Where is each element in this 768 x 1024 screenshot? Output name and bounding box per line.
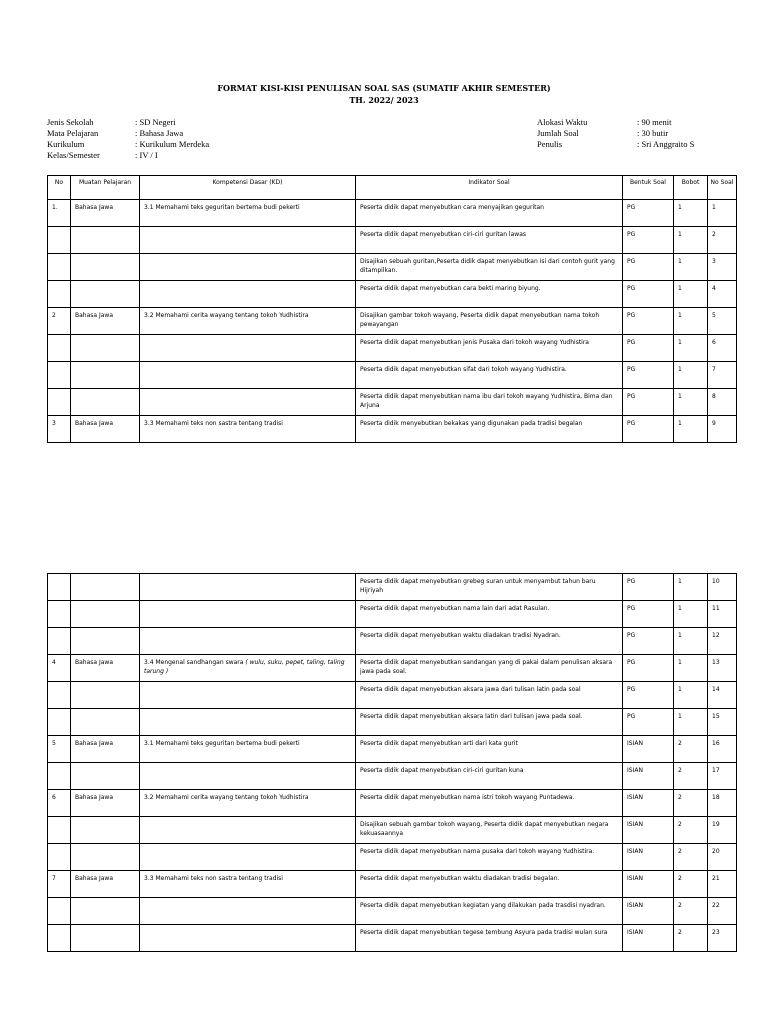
cell-muatan: Bahasa Jawa [71,200,140,227]
info-row [47,150,209,161]
document-title: FORMAT KISI-KISI PENULISAN SOAL SAS (SUMATIF AKHIR SEMESTER) [217,83,551,93]
info-label: Kelas/Semester [47,150,100,160]
cell-muatan [71,574,140,601]
cell-muatan [71,281,140,308]
header-muatan: Muatan Pelajaran [71,176,140,200]
cell-bobot: 2 [674,925,708,952]
cell-bentuk: ISIAN [623,790,674,817]
cell-indikator: Peserta didik dapat menyebutkan grebeg suran untuk menyambut tahun baru Hijriyah [356,574,623,601]
cell-no [48,709,71,736]
cell-indikator: Peserta didik dapat menyebutkan nama istri tokoh wayang Puntadewa. [356,790,623,817]
cell-indikator: Peserta didik dapat menyebutkan nama ibu dari tokoh wayang Yudhistira, Bima dan Arjuna [356,389,623,416]
cell-no: 1. [48,200,71,227]
cell-indikator: Peserta didik dapat menyebutkan waktu diadakan tradisi begalan. [356,871,623,898]
cell-nosoal: 17 [708,763,737,790]
cell-kd [140,763,356,790]
cell-indikator: Disajikan sebuah guritan,Peserta didik dapat menyebutkan isi dari contoh gurit yang ditampilkan. [356,254,623,281]
info-row [47,139,209,150]
cell-bobot: 1 [674,709,708,736]
cell-kd [140,655,356,682]
cell-indikator: Peserta didik dapat menyebutkan aksara latin dari tulisan jawa pada soal. [356,709,623,736]
info-row [537,139,694,150]
cell-muatan [71,925,140,952]
cell-bobot: 2 [674,898,708,925]
cell-kd [140,389,356,416]
cell-bentuk: ISIAN [623,763,674,790]
cell-no [48,628,71,655]
cell-no [48,335,71,362]
cell-muatan [71,227,140,254]
cell-bentuk: PG [623,200,674,227]
cell-bentuk: ISIAN [623,898,674,925]
cell-kd [140,790,356,817]
table-header-row [48,176,737,200]
cell-bentuk: ISIAN [623,871,674,898]
cell-nosoal: 23 [708,925,737,952]
cell-indikator: Peserta didik dapat menyebutkan sandangan yang di pakai dalam penulisan aksara jawa pada soal. [356,655,623,682]
table-row [48,871,737,898]
cell-no [48,682,71,709]
cell-bobot: 2 [674,871,708,898]
cell-kd [140,281,356,308]
cell-no: 2 [48,308,71,335]
cell-kd [140,844,356,871]
cell-bentuk: PG [623,682,674,709]
cell-no [48,254,71,281]
cell-bentuk: PG [623,709,674,736]
cell-no [48,925,71,952]
header-bobot: Bobot [674,176,708,200]
cell-bobot: 1 [674,227,708,254]
cell-nosoal: 20 [708,844,737,871]
cell-bentuk: PG [623,574,674,601]
cell-no: 5 [48,736,71,763]
info-label: Jumlah Soal [537,128,579,138]
cell-bentuk: PG [623,227,674,254]
cell-kd [140,709,356,736]
cell-bobot: 1 [674,416,708,443]
cell-kd [140,601,356,628]
cell-nosoal: 2 [708,227,737,254]
cell-nosoal: 6 [708,335,737,362]
cell-muatan [71,898,140,925]
cell-indikator: Peserta didik dapat menyebutkan cara menyajikan geguritan [356,200,623,227]
cell-kd [140,925,356,952]
info-value: : SD Negeri [135,117,176,127]
cell-nosoal: 7 [708,362,737,389]
cell-nosoal: 9 [708,416,737,443]
cell-indikator: Peserta didik dapat menyebutkan ciri-ciri guritan lawas [356,227,623,254]
cell-nosoal: 12 [708,628,737,655]
info-value: : Sri Anggraito S [637,139,695,149]
kd-text: 3.3 Memahami teks non sastra tentang tradisi [144,420,283,427]
cell-bentuk: PG [623,281,674,308]
cell-nosoal: 21 [708,871,737,898]
kd-text: 3.2 Memahami cerita wayang tentang tokoh Yudhistira [144,312,309,319]
cell-nosoal: 1 [708,200,737,227]
cell-bentuk: ISIAN [623,817,674,844]
table-row [48,574,737,601]
cell-nosoal: 5 [708,308,737,335]
cell-kd [140,628,356,655]
info-value: : Kurikulum Merdeka [135,139,210,149]
cell-nosoal: 13 [708,655,737,682]
cell-kd [140,817,356,844]
cell-bobot: 1 [674,200,708,227]
cell-kd [140,898,356,925]
cell-muatan: Bahasa Jawa [71,655,140,682]
info-row [537,128,694,139]
info-label: Penulis [537,139,563,149]
info-value: : IV / I [135,150,158,160]
cell-nosoal: 11 [708,601,737,628]
cell-muatan [71,628,140,655]
table-row [48,844,737,871]
kisi-kisi-table-page-1 [47,175,737,443]
cell-nosoal: 14 [708,682,737,709]
cell-bobot: 1 [674,335,708,362]
cell-kd [140,416,356,443]
cell-no [48,362,71,389]
cell-muatan: Bahasa Jawa [71,308,140,335]
cell-no [48,574,71,601]
kd-text: 3.3 Memahami teks non sastra tentang tradisi [144,875,283,882]
cell-nosoal: 8 [708,389,737,416]
info-label: Alokasi Waktu [537,117,588,127]
cell-muatan: Bahasa Jawa [71,790,140,817]
cell-bobot: 1 [674,281,708,308]
cell-bentuk: PG [623,254,674,281]
cell-bobot: 2 [674,790,708,817]
table-row [48,763,737,790]
cell-nosoal: 16 [708,736,737,763]
cell-no: 4 [48,655,71,682]
info-value: : 90 menit [637,117,672,127]
cell-muatan [71,817,140,844]
cell-bobot: 1 [674,308,708,335]
cell-nosoal: 4 [708,281,737,308]
cell-indikator: Peserta didik dapat menyebutkan waktu diadakan tradisi Nyadran. [356,628,623,655]
cell-nosoal: 15 [708,709,737,736]
kd-text: 3.1 Memahami teks geguritan bertema budi pekerti [144,204,300,211]
info-row [47,128,209,139]
cell-bobot: 2 [674,844,708,871]
table-row [48,898,737,925]
info-row [47,117,209,128]
cell-kd [140,227,356,254]
kd-text: 3.1 Memahami teks geguritan bertema budi pekerti [144,740,300,747]
cell-muatan: Bahasa Jawa [71,416,140,443]
document-year: TH. 2022/ 2023 [349,95,419,105]
table-row [48,601,737,628]
cell-muatan [71,844,140,871]
cell-bentuk: PG [623,308,674,335]
info-label: Jenis Sekolah [47,117,94,127]
cell-kd [140,682,356,709]
cell-no: 7 [48,871,71,898]
cell-indikator: Peserta didik dapat menyebutkan nama pusaka dari tokoh wayang Yudhistira. [356,844,623,871]
cell-bentuk: PG [623,628,674,655]
table-row [48,308,737,335]
table-row [48,254,737,281]
cell-kd [140,362,356,389]
cell-indikator: Peserta didik dapat menyebutkan nama lain dari adat Rasulan. [356,601,623,628]
cell-kd [140,335,356,362]
cell-no: 6 [48,790,71,817]
cell-indikator: Peserta didik dapat menyebutkan sifat dari tokoh wayang Yudhistira. [356,362,623,389]
cell-indikator: Peserta didik menyebutkan bekakas yang digunakan pada tradisi begalan [356,416,623,443]
table-row [48,925,737,952]
cell-indikator: Disajikan sebuah gambar tokoh wayang, Peserta didik dapat menyebutkan negara kekuasaannya [356,817,623,844]
cell-no [48,763,71,790]
cell-indikator: Peserta didik dapat menyebutkan jenis Pusaka dari tokoh wayang Yudhistira [356,335,623,362]
cell-muatan [71,389,140,416]
table-row [48,709,737,736]
cell-kd [140,574,356,601]
cell-bentuk: PG [623,335,674,362]
kd-text: 3.4 Mengenal sandhangan swara [144,659,244,666]
table-row [48,281,737,308]
cell-indikator: Peserta didik dapat menyebutkan ciri-ciri guritan kuna [356,763,623,790]
header-nosoal: No Soal [708,176,737,200]
cell-nosoal: 22 [708,898,737,925]
info-label: Kurikulum [47,139,85,149]
cell-muatan [71,254,140,281]
cell-kd [140,871,356,898]
cell-no: 3 [48,416,71,443]
cell-muatan [71,362,140,389]
cell-bobot: 1 [674,628,708,655]
cell-bobot: 2 [674,817,708,844]
cell-kd [140,308,356,335]
table-row [48,416,737,443]
info-left [47,117,209,161]
cell-bobot: 1 [674,254,708,281]
cell-bentuk: ISIAN [623,925,674,952]
header-bentuk: Bentuk Soal [623,176,674,200]
cell-muatan: Bahasa Jawa [71,736,140,763]
table-row [48,335,737,362]
kd-italic-text: ( wulu, suku, pepet, taling, taling tarung ) [144,659,345,675]
cell-nosoal: 19 [708,817,737,844]
info-row [537,117,694,128]
table-row [48,628,737,655]
cell-no [48,389,71,416]
cell-bobot: 1 [674,389,708,416]
cell-bobot: 1 [674,655,708,682]
cell-muatan [71,601,140,628]
cell-kd [140,736,356,763]
table-row [48,200,737,227]
cell-bentuk: PG [623,601,674,628]
table-row [48,790,737,817]
info-right [537,117,694,150]
cell-no [48,817,71,844]
kd-text: 3.2 Memahami cerita wayang tentang tokoh Yudhistira [144,794,309,801]
cell-no [48,601,71,628]
kisi-kisi-table-page-2 [47,573,737,952]
cell-no [48,281,71,308]
table-row [48,736,737,763]
cell-kd [140,254,356,281]
cell-no [48,844,71,871]
cell-nosoal: 18 [708,790,737,817]
cell-bobot: 1 [674,574,708,601]
table-row [48,817,737,844]
header-kd: Kompetensi Dasar (KD) [140,176,356,200]
cell-indikator: Disajikan gambar tokoh wayang, Peserta didik dapat menyebutkan nama tokoh pewayangan [356,308,623,335]
cell-no [48,227,71,254]
cell-bobot: 2 [674,763,708,790]
info-label: Mata Pelajaran [47,128,99,138]
table-row [48,362,737,389]
cell-indikator: Peserta didik dapat menyebutkan cara bekti maring biyung. [356,281,623,308]
cell-nosoal: 10 [708,574,737,601]
info-value: : Bahasa Jawa [135,128,184,138]
cell-bentuk: PG [623,416,674,443]
cell-no [48,898,71,925]
cell-indikator: Peserta didik dapat menyebutkan aksara jawa dari tulisan latin pada soal [356,682,623,709]
cell-bentuk: ISIAN [623,844,674,871]
cell-nosoal: 3 [708,254,737,281]
table-row [48,655,737,682]
cell-muatan [71,709,140,736]
cell-bentuk: PG [623,655,674,682]
table-row [48,682,737,709]
cell-bentuk: PG [623,362,674,389]
cell-bobot: 1 [674,362,708,389]
cell-muatan: Bahasa Jawa [71,871,140,898]
cell-bobot: 1 [674,682,708,709]
cell-indikator: Peserta didik dapat menyebutkan tegese tembung Asyura pada tradisi wulan sura [356,925,623,952]
info-value: : 30 butir [637,128,669,138]
cell-indikator: Peserta didik dapat menyebutkan arti dari kata gurit [356,736,623,763]
cell-muatan [71,763,140,790]
cell-muatan [71,682,140,709]
table-row [48,389,737,416]
cell-kd [140,200,356,227]
cell-bentuk: ISIAN [623,736,674,763]
cell-bobot: 2 [674,736,708,763]
cell-muatan [71,335,140,362]
header-indikator: Indikator Soal [356,176,623,200]
cell-bentuk: PG [623,389,674,416]
header-no: No [48,176,71,200]
cell-bobot: 1 [674,601,708,628]
cell-indikator: Peserta didik dapat menyebutkan kegiatan yang dilakukan pada trasdisi nyadran. [356,898,623,925]
table-row [48,227,737,254]
